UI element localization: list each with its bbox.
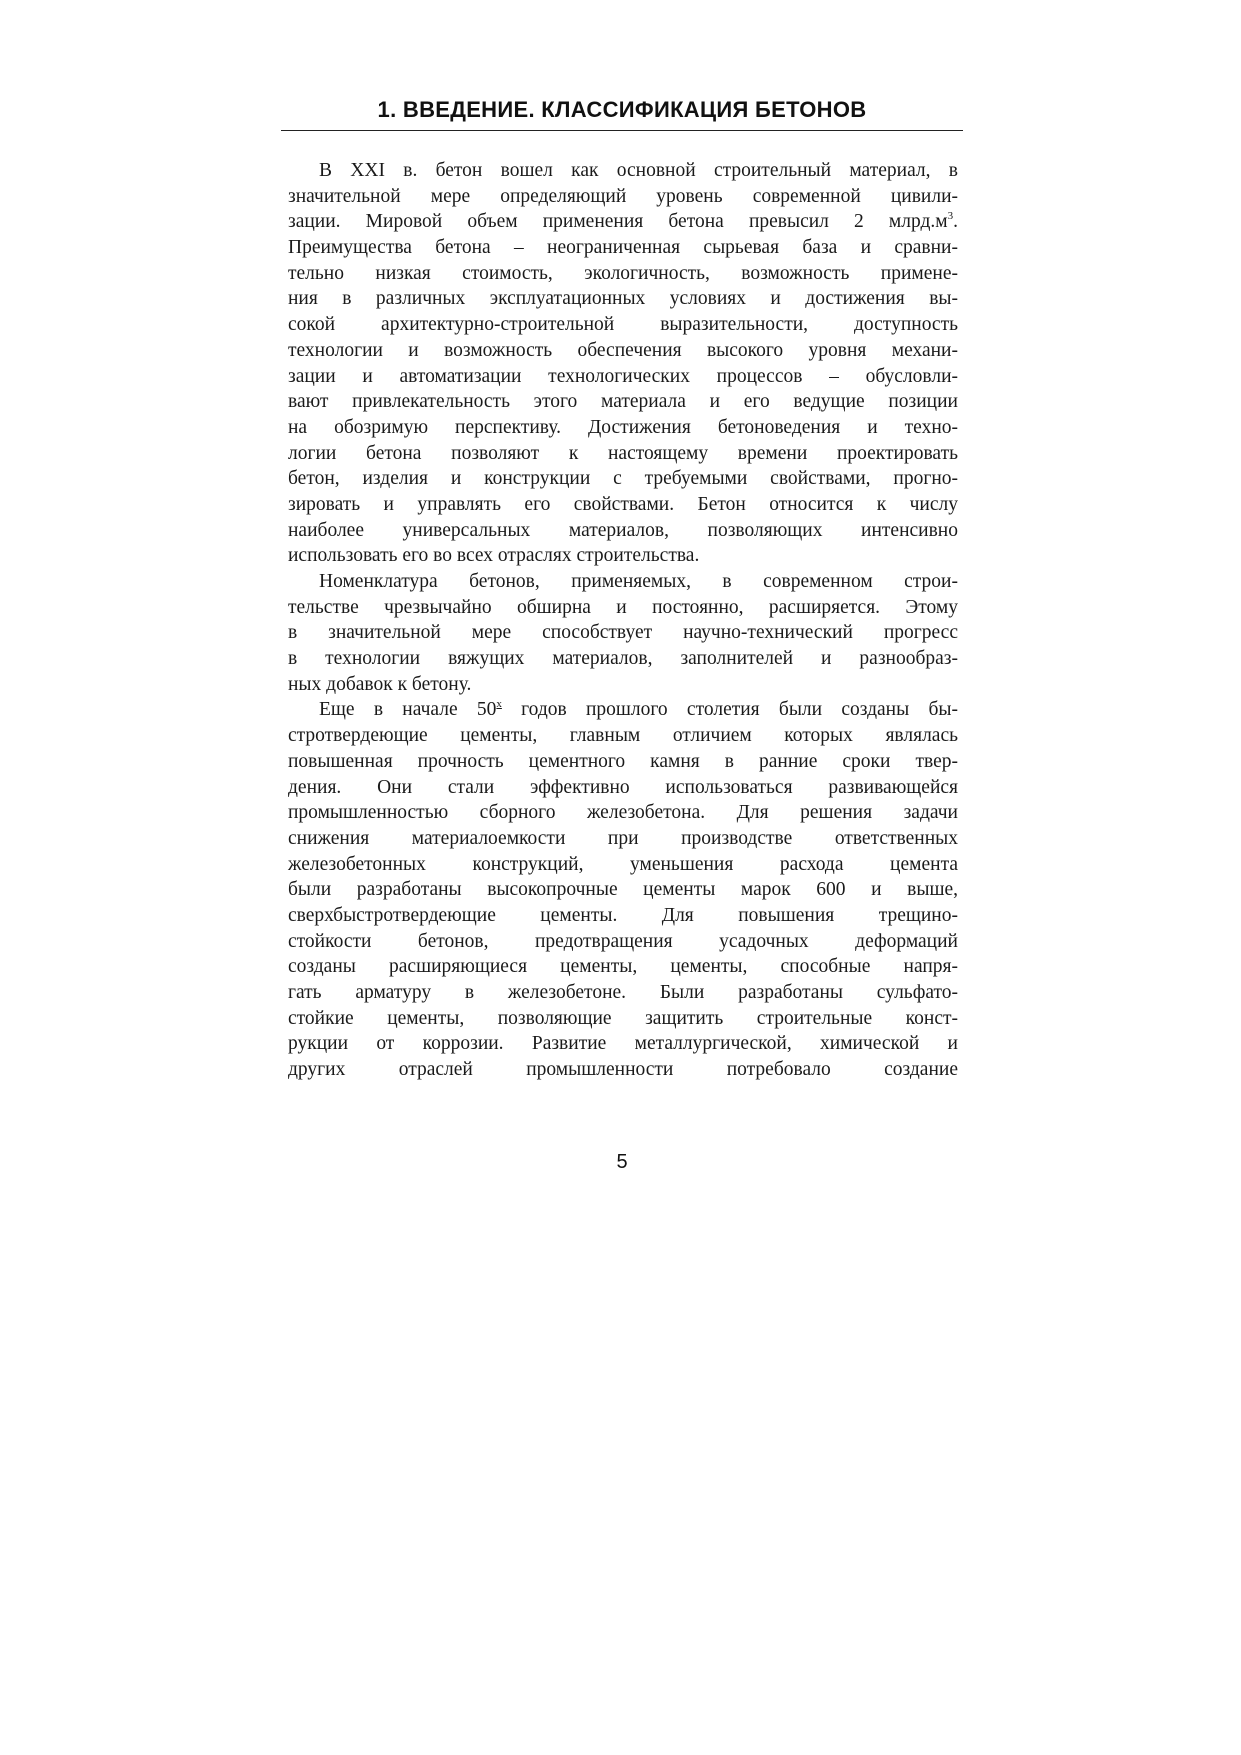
text-fragment: .	[953, 211, 958, 233]
paragraph-2	[288, 569, 958, 697]
superscript: x	[496, 698, 502, 711]
paragraph-3	[288, 697, 958, 1082]
text-line: Преимущества бетона – неограниченная сырьевая база и сравни-	[288, 237, 958, 259]
text-line: использовать его во всех отраслях строительства.	[288, 545, 700, 567]
page-title: 1. ВВЕДЕНИЕ. КЛАССИФИКАЦИЯ БЕТОНОВ	[377, 97, 867, 122]
body-text	[288, 158, 958, 1083]
text-line: тельно низкая стоимость, экологичность, возможность применe-	[288, 262, 958, 284]
text-line: рукции от коррозии. Развитие металлургической, химической и	[288, 1033, 958, 1055]
paragraph-1	[288, 158, 958, 569]
text-line	[288, 209, 958, 235]
text-line: стротвердеющие цементы, главным отличием которых являлась	[288, 725, 958, 747]
text-line: промышленностью сборного железобетона. Для решения задачи	[288, 802, 958, 824]
text-line: были разработаны высокопрочные цементы марок 600 и выше,	[288, 879, 958, 901]
text-line: повышенная прочность цементного камня в ранние сроки твер-	[288, 750, 958, 772]
text-fragment: зации. Мировой объем применения бетона превысил 2 млрд.м	[288, 211, 948, 233]
text-line: созданы расширяющиеся цементы, цементы, способные напря-	[288, 956, 958, 978]
text-fragment: Еще в начале 50	[319, 699, 497, 721]
text-line: снижения материалоемкости при производстве ответственных	[288, 827, 958, 849]
text-line: гать арматуру в железобетоне. Были разработаны сульфато-	[288, 982, 958, 1003]
superscript: 3	[947, 210, 954, 223]
text-line: Номенклатура бетонов, применяемых, в современном строи-	[319, 571, 958, 592]
text-line: зации и автоматизации технологических процессов – обусловли-	[288, 365, 958, 387]
text-line: ния в различных эксплуатационных условиях и достижения вы-	[288, 288, 958, 310]
text-line: ных добавок к бетону.	[288, 673, 472, 695]
text-line: зировать и управлять его свойствами. Бетон относится к числу	[288, 493, 958, 515]
text-line: тельстве чрезвычайно обширна и постоянно, расширяется. Этому	[288, 596, 958, 618]
text-line: других отраслей промышленности потребовало создание	[288, 1059, 958, 1081]
title-underline	[281, 130, 963, 131]
text-line: дения. Они стали эффективно использоваться развивающейся	[288, 776, 958, 798]
text-line	[288, 697, 958, 723]
text-line: на обозримую перспективу. Достижения бетоноведения и техно-	[288, 416, 958, 438]
text-line: стойкости бетонов, предотвращения усадочных деформаций	[288, 930, 958, 952]
text-line: В XXI в. бетон вошел как основной строительный материал, в	[319, 160, 958, 181]
text-line: технологии и возможность обеспечения высокого уровня механи-	[288, 339, 958, 361]
text-line: бетон, изделия и конструкции с требуемыми свойствами, прогно-	[288, 468, 958, 490]
text-line: наиболее универсальных материалов, позволяющих интенсивно	[288, 519, 958, 541]
text-fragment: годов прошлого столетия были созданы бы-	[501, 699, 958, 721]
text-line: сверхбыстротвердеющие цементы. Для повышения трещино-	[288, 904, 958, 926]
text-line: значительной мере определяющий уровень современной цивили-	[288, 185, 958, 207]
page-number: 5	[616, 1151, 628, 1173]
text-line: в технологии вяжущих материалов, заполнителей и разнообраз-	[288, 648, 958, 670]
text-line: логии бетона позволяют к настоящему времени проектировать	[288, 442, 958, 464]
text-line: стойкие цементы, позволяющие защитить строительные конст-	[288, 1007, 958, 1029]
text-line: железобетонных конструкций, уменьшения расхода цемента	[288, 853, 958, 875]
text-line: вают привлекательность этого материала и его ведущие позиции	[288, 391, 958, 413]
text-line: в значительной мере способствует научно-технический прогресс	[288, 622, 958, 644]
text-line: сокой архитектурно-строительной выразительности, доступность	[288, 314, 958, 336]
